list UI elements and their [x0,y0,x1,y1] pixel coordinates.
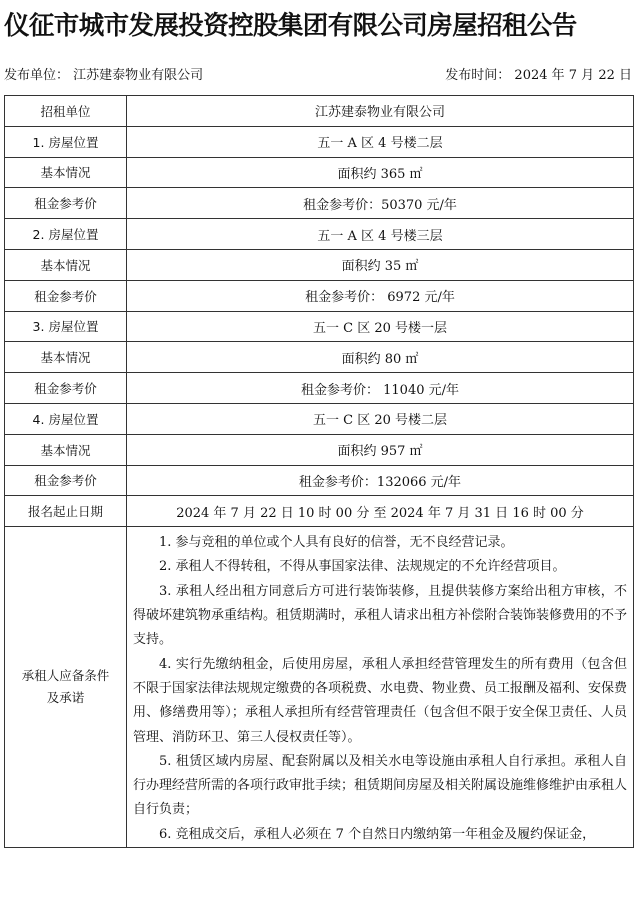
terms-label [5,527,127,848]
table-row [5,311,634,342]
term-item: 1. 参与竞租的单位或个人具有良好的信誉，无不良经营记录。 [159,535,514,551]
row-label: 基本情况 [5,434,127,465]
row-value: 租金参考价： 6972 元/年 [127,280,634,311]
row-label: 租金参考价 [5,280,127,311]
table-row [5,373,634,404]
row-label: 2. 房屋位置 [5,219,127,250]
row-value: 面积约 365 ㎡ [127,157,634,188]
table-row [5,465,634,496]
table-row [5,403,634,434]
table-row [5,496,634,527]
row-value: 2024 年 7 月 22 日 10 时 00 分 至 2024 年 7 月 31 日 16 时 00 分 [127,496,634,527]
term-item: 6. 竞租成交后，承租人必须在 7 个自然日内缴纳第一年租金及履约保证金， [159,826,596,842]
terms-content [127,527,634,848]
row-label: 基本情况 [5,249,127,280]
table-row [5,188,634,219]
term-item: 3. 承租人经出租方同意后方可进行装饰装修，且提供装修方案给出租方审核，不得破坏建筑物承重结构。租赁期满时，承租人请求出租方补偿附合装饰装修费用的不予支持。 [133,583,628,648]
row-value: 面积约 35 ㎡ [127,249,634,280]
row-label: 招租单位 [5,96,127,127]
row-value: 面积约 957 ㎡ [127,434,634,465]
publish-time: 发布时间： 2024 年 7 月 22 日 [445,68,632,83]
row-value: 面积约 80 ㎡ [127,342,634,373]
terms-label-line: 及承诺 [46,690,85,706]
row-value: 江苏建泰物业有限公司 [127,96,634,127]
row-value: 五一 C 区 20 号楼一层 [127,311,634,342]
row-label: 3. 房屋位置 [5,311,127,342]
row-label: 基本情况 [5,342,127,373]
row-label: 租金参考价 [5,373,127,404]
term-item: 5. 租赁区域内房屋、配套附属以及相关水电等设施由承租人自行承担。承租人自行办理经营所需的各项行政审批手续；租赁期间房屋及相关附属设施维修维护由承租人自行负责； [133,753,628,818]
notice-title: 仪征市城市发展投资控股集团有限公司房屋招租公告 [4,11,577,41]
table-row [5,96,634,127]
terms-row [5,527,634,848]
table-row [5,219,634,250]
row-value: 五一 A 区 4 号楼二层 [127,126,634,157]
term-item: 4. 实行先缴纳租金，后使用房屋，承租人承担经营管理发生的所有费用（包含但不限于国家法律法规规定缴费的各项税费、水电费、物业费、员工报酬及福利、安保费用、修缮费用等）；承租人承担所有经营管理责任（包含但不限于安全保卫责任、人员管理、消防环卫、第三人侵权责任等）。 [133,656,628,745]
table-row [5,126,634,157]
row-label: 4. 房屋位置 [5,403,127,434]
term-item: 2. 承租人不得转租，不得从事国家法律、法规规定的不允许经营项目。 [159,559,566,575]
row-value: 五一 A 区 4 号楼三层 [127,219,634,250]
row-value: 租金参考价：132066 元/年 [127,465,634,496]
table-row [5,434,634,465]
row-value: 租金参考价：50370 元/年 [127,188,634,219]
notice-table [4,95,634,848]
table-row [5,280,634,311]
row-label: 报名起止日期 [5,496,127,527]
row-label: 1. 房屋位置 [5,126,127,157]
table-row [5,342,634,373]
row-value: 五一 C 区 20 号楼二层 [127,403,634,434]
row-value: 租金参考价： 11040 元/年 [127,373,634,404]
terms-label-line: 承租人应备条件 [21,668,110,684]
row-label: 租金参考价 [5,465,127,496]
row-label: 基本情况 [5,157,127,188]
publisher: 发布单位： 江苏建泰物业有限公司 [4,68,204,83]
table-row [5,157,634,188]
row-label: 租金参考价 [5,188,127,219]
table-row [5,249,634,280]
